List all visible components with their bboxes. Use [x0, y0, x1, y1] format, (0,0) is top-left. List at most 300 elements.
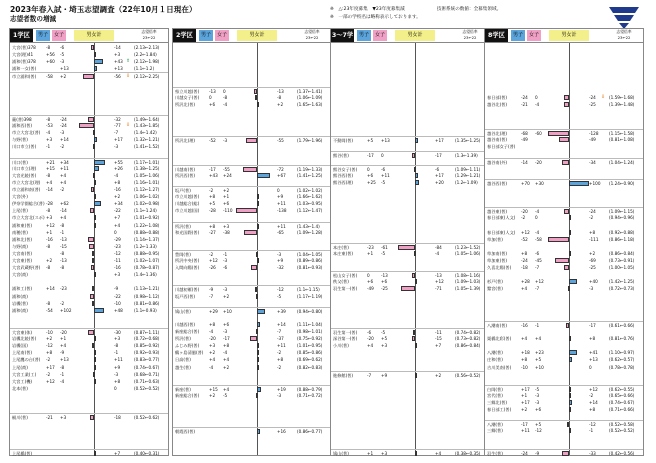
change-bar: [256, 329, 258, 334]
rate-header: [453, 29, 487, 42]
school-name: 杉戸(普): [487, 279, 503, 285]
school-row: [10, 165, 168, 172]
school-row: [173, 129, 331, 136]
total-change: -2: [589, 392, 594, 398]
ratio: (1.13←1.21): [134, 286, 160, 292]
ratio: (1.02←0.98): [134, 201, 160, 207]
total-change: +7: [114, 450, 121, 456]
school-name: 越谷北(普): [487, 101, 508, 107]
school-row: [331, 58, 489, 65]
school-row: [173, 300, 331, 307]
school-row: [10, 378, 168, 385]
note-2: ※ 一部の学校名は略称表示しております。: [330, 15, 421, 20]
boy-change: +15: [209, 386, 218, 392]
total-change: -3: [589, 286, 594, 292]
ratio: (1.10←0.97): [609, 350, 635, 356]
girl-change: -4: [535, 229, 540, 235]
ratio: (0.71←0.72): [297, 392, 323, 398]
school-name: 上尾橋(普): [12, 450, 33, 456]
school-row: [485, 214, 643, 221]
total-change: -7: [277, 329, 282, 334]
ratio: (1.19←1.33): [297, 166, 323, 172]
school-name: 市立浦和(普): [12, 74, 37, 80]
girl-change: -8: [60, 265, 65, 271]
district-column: [330, 28, 490, 456]
change-bar: [92, 251, 94, 256]
school-row: [331, 207, 489, 214]
ratio: (1.03←0.95): [297, 201, 323, 207]
ratio: (1.16←1.01): [134, 179, 160, 185]
boy-change: -52: [521, 236, 528, 242]
total-change: -55: [277, 138, 284, 144]
school-row: [173, 356, 331, 363]
ratio: (0.85←0.92): [134, 343, 160, 349]
school-row: [10, 385, 168, 392]
ratio: (1.05←1.39): [455, 286, 481, 292]
school-name: 春日部東(人文): [487, 215, 516, 221]
ratio: (0.73←0.82): [455, 336, 481, 342]
total-change: -29: [114, 236, 121, 242]
school-row: [173, 449, 331, 456]
school-name: 大宮(普)378: [12, 45, 36, 50]
ratio: (1.66←1.62): [297, 194, 323, 200]
boy-change: -24: [521, 450, 528, 456]
ratio: (1.39←1.48): [609, 101, 635, 107]
total-change: +8: [114, 378, 121, 384]
school-row: [10, 243, 168, 250]
school-name: 久喜北陽(普): [487, 265, 512, 271]
school-row: [10, 122, 168, 129]
ratio: (1.14←1.37): [134, 236, 160, 242]
ratio: (0.81←0.86): [134, 300, 160, 306]
school-name: 羽生(普): [487, 450, 503, 456]
school-name: 川越初雁(普): [175, 287, 200, 293]
school-row: [485, 399, 643, 406]
school-row: [485, 335, 643, 342]
ratio: (0.89←0.86): [297, 258, 323, 263]
school-row: [10, 285, 168, 292]
school-row: [331, 413, 489, 420]
ratio: (1.01←0.92): [134, 215, 160, 221]
total-change: -2: [589, 215, 594, 221]
total-change: +40: [589, 279, 598, 285]
ratio: (1.02←1.02): [297, 188, 323, 193]
boy-change: +21: [46, 159, 55, 165]
school-row: [331, 342, 489, 349]
school-row: [485, 143, 643, 150]
boy-change: +17: [46, 364, 55, 370]
boy-change: +18: [521, 350, 530, 356]
total-change: +43: [114, 59, 123, 65]
school-row: [10, 364, 168, 371]
school-row: [485, 165, 643, 172]
total-change: -2: [277, 364, 282, 370]
school-row: [485, 264, 643, 271]
school-name: 三郷(普): [487, 428, 503, 434]
boy-change: +25: [367, 179, 376, 185]
ratio: (0.52←0.52): [134, 385, 160, 391]
district-name: 8学区: [485, 29, 508, 42]
school-row: [485, 342, 643, 349]
girl-change: -45: [535, 258, 542, 263]
change-bar: [94, 201, 101, 206]
change-bar: [415, 173, 418, 178]
school-row: [331, 172, 489, 179]
legend-total: 男女計: [74, 30, 114, 41]
school-row: [331, 44, 489, 51]
ratio: (0.81←1.08): [609, 137, 635, 143]
total-change: -8: [114, 343, 119, 349]
girl-change: -13: [60, 236, 67, 242]
total-change: -9: [114, 286, 119, 292]
district-column: [9, 28, 169, 456]
school-row: [331, 214, 489, 221]
ratio: (1.12←1.47): [297, 208, 323, 214]
ratio: (0.78←0.78): [609, 364, 635, 370]
school-row: [173, 101, 331, 108]
school-name: 新座総合(普): [175, 392, 200, 398]
total-change: +17: [114, 137, 123, 143]
school-name: 市立川越(国): [175, 208, 200, 214]
school-name: 大宮(理)41: [12, 52, 34, 58]
arrow-up-icon: ⇧: [126, 59, 130, 65]
total-change: -7: [114, 130, 119, 136]
boy-change: -20: [521, 209, 528, 215]
girl-change: +3: [381, 343, 388, 349]
school-row: [173, 293, 331, 300]
school-row: [10, 257, 168, 264]
total-change: +26: [114, 165, 123, 171]
boy-change: +3: [209, 343, 216, 349]
girl-change: -61: [381, 244, 388, 250]
boy-change: +2: [521, 407, 528, 413]
school-row: [10, 200, 168, 207]
change-bar: [92, 301, 94, 306]
change-bar: [91, 265, 94, 270]
boy-change: -49: [367, 286, 374, 292]
girl-change: -2: [60, 300, 65, 306]
boy-change: +8: [209, 321, 216, 327]
girl-change: +4: [60, 215, 67, 221]
school-row: [173, 420, 331, 427]
school-name: 新座(普): [175, 386, 191, 392]
boy-change: -20: [367, 336, 374, 342]
boy-change: +43: [209, 172, 218, 178]
change-bar: [569, 336, 571, 341]
school-name: 浦和(商): [12, 307, 28, 313]
school-row: [331, 143, 489, 150]
school-row: [173, 200, 331, 207]
ratio: (0.72←0.73): [609, 286, 635, 292]
ratio: (1.15←1.58): [609, 131, 635, 137]
change-bar: [569, 400, 572, 405]
school-name: 八潮(普): [487, 350, 503, 356]
ratio: (1.43←1.85): [134, 123, 160, 129]
ratio: (1.79←1.96): [297, 138, 323, 144]
notes: [330, 6, 501, 22]
girl-change: -4: [223, 350, 228, 356]
boy-change: +11: [521, 428, 530, 434]
ratio: (2.2←1.84): [134, 52, 157, 58]
school-row: [485, 250, 643, 257]
girl-change: +10: [223, 308, 232, 314]
girl-change: -5: [381, 250, 386, 256]
change-bar: [415, 451, 417, 456]
ratio: (1.4←1.42): [134, 130, 157, 136]
ratio: (1.09←1.15): [609, 209, 635, 215]
ratio: (0.86←0.84): [609, 250, 635, 256]
total-change: -1: [589, 428, 594, 434]
school-row: [485, 442, 643, 449]
girl-change: +6: [223, 321, 230, 327]
school-name: 浦和(商): [12, 293, 28, 299]
school-name: 大宮南(普): [12, 250, 33, 256]
total-change: +67: [277, 172, 286, 178]
boy-change: -2: [46, 357, 51, 363]
total-change: +8: [277, 357, 284, 363]
school-row: [173, 207, 331, 214]
girl-change: -110: [223, 208, 233, 214]
school-row: [485, 108, 643, 115]
change-bar: [90, 208, 94, 213]
boy-change: -8: [46, 117, 51, 122]
girl-change: +3: [223, 223, 230, 229]
school-name: 春日部工(普): [487, 407, 512, 413]
school-row: [331, 122, 489, 129]
change-bar: [94, 350, 96, 355]
school-row: [173, 243, 331, 250]
total-change: +11: [277, 223, 286, 229]
boy-change: -8: [46, 243, 51, 249]
school-row: [10, 314, 168, 321]
ratio: (0.98←1.12): [134, 293, 160, 299]
total-change: +39: [277, 308, 286, 314]
girl-change: +13: [60, 357, 69, 363]
total-change: -128: [589, 131, 599, 137]
school-row: [173, 151, 331, 158]
school-row: [485, 285, 643, 292]
school-row: [485, 151, 643, 158]
ratio: (0.52←0.58): [609, 422, 635, 428]
total-change: +2: [435, 372, 442, 378]
district-name: 1学区: [10, 29, 33, 42]
rate-label: 志望倍率: [462, 29, 478, 34]
column-header: [331, 29, 489, 52]
total-change: -17: [589, 322, 596, 328]
school-row: [331, 427, 489, 434]
ratio: (1.37←1.41): [297, 88, 323, 94]
school-row: [173, 442, 331, 449]
girl-change: -8: [223, 94, 228, 100]
school-row: [331, 420, 489, 427]
boy-change: -1: [46, 144, 51, 150]
total-change: -25: [589, 101, 596, 107]
school-row: [485, 278, 643, 285]
ratio: (1.06←1.09): [297, 94, 323, 100]
change-bar: [93, 144, 95, 149]
school-row: [331, 435, 489, 442]
boy-change: +2: [209, 350, 216, 356]
total-change: -34: [589, 159, 596, 165]
total-change: +2: [114, 194, 121, 200]
school-row: [173, 236, 331, 243]
school-row: [485, 58, 643, 65]
school-name: 所沢(普): [175, 223, 191, 229]
girl-change: +5: [535, 422, 542, 428]
school-row: [331, 278, 489, 285]
total-change: -17: [435, 152, 442, 158]
change-bar: [91, 187, 94, 192]
girl-change: -5: [223, 392, 228, 398]
boy-change: -7: [209, 293, 214, 299]
boy-change: +5: [209, 201, 216, 207]
district-column: [484, 28, 644, 456]
ratio: (1.1←1.15): [297, 287, 320, 293]
legend-girl: 女子: [215, 30, 229, 41]
total-change: -13: [277, 88, 284, 94]
school-row: [173, 179, 331, 186]
boy-change: +17: [521, 400, 530, 405]
district-name: 3～7学区: [331, 29, 354, 42]
school-row: [485, 65, 643, 72]
boy-change: -12: [46, 343, 53, 349]
ratio: (1.17←1.19): [297, 293, 323, 299]
school-row: [331, 385, 489, 392]
school-row: [485, 172, 643, 179]
rate-years: 23←22: [305, 35, 319, 40]
school-name: 浦和西(普): [12, 123, 33, 129]
boy-change: +8: [46, 350, 53, 356]
total-change: +8: [589, 229, 596, 235]
girl-change: 0: [535, 215, 538, 221]
ratio: (1.2←1.09): [455, 179, 478, 185]
school-name: 岩槻(国): [12, 343, 28, 349]
change-bar: [257, 194, 259, 199]
change-bar: [569, 215, 571, 220]
change-bar: [93, 173, 95, 178]
ratio: (1.1←1.2): [134, 66, 155, 72]
boy-change: -24: [521, 258, 528, 263]
total-change: -25: [589, 265, 596, 271]
school-row: [173, 115, 331, 122]
school-row: [10, 392, 168, 399]
girl-change: 0: [381, 152, 384, 158]
boy-change: +8: [521, 357, 528, 363]
boy-change: +15: [46, 165, 55, 171]
ratio: (1.43←1.4): [297, 223, 320, 229]
change-bar: [91, 45, 94, 50]
school-row: [485, 44, 643, 51]
rate-years: 23←22: [463, 35, 477, 40]
school-name: 春日部女子(普): [487, 144, 516, 150]
girl-change: -2: [60, 187, 65, 192]
girl-change: -3: [60, 59, 65, 65]
ratio: (0.72←0.68): [134, 336, 160, 342]
girl-change: -6: [60, 45, 65, 50]
school-row: [173, 51, 331, 58]
school-row: [485, 392, 643, 399]
total-change: -13: [435, 273, 442, 279]
legend-boy: 男子: [511, 30, 525, 41]
school-name: 深谷第一(普): [333, 336, 358, 342]
boy-change: +4: [521, 336, 528, 342]
school-row: [331, 229, 489, 236]
school-name: 大宮(商): [12, 272, 28, 278]
school-name: 小川(普): [333, 343, 349, 349]
total-change: +8: [589, 407, 596, 413]
total-change: -12: [277, 287, 284, 293]
school-row: [485, 80, 643, 87]
school-name: ふじみ野(普): [175, 343, 200, 349]
school-name: 大宮工(機): [12, 378, 33, 384]
school-row: [10, 349, 168, 356]
girl-change: -20: [60, 330, 67, 335]
school-row: [331, 356, 489, 363]
ratio: (1.2←1.33): [134, 243, 157, 249]
girl-change: +102: [60, 307, 72, 313]
ratio: (0.86←1.18): [609, 236, 635, 242]
school-row: [173, 80, 331, 87]
school-row: [173, 399, 331, 406]
boy-change: -49: [521, 137, 528, 143]
school-row: [331, 285, 489, 292]
total-change: -77: [114, 123, 121, 129]
total-change: -3: [277, 392, 282, 398]
boy-change: -4: [209, 329, 214, 334]
school-row: [173, 65, 331, 72]
total-change: -8: [277, 94, 282, 100]
total-change: -56: [114, 74, 121, 80]
total-change: +13: [114, 66, 123, 72]
column-header: [485, 29, 643, 43]
school-row: [485, 72, 643, 79]
boy-change: +6: [367, 279, 374, 285]
girl-change: -6: [535, 250, 540, 256]
school-row: [485, 307, 643, 314]
school-row: [331, 364, 489, 371]
ratio: (1.05←1.06): [455, 250, 481, 256]
change-bar: [93, 372, 95, 377]
school-name: 日高(普): [175, 357, 191, 363]
school-row: [10, 250, 168, 257]
girl-change: -12: [535, 428, 542, 434]
school-row: [10, 186, 168, 193]
girl-change: -6: [381, 166, 386, 172]
girl-change: -5: [60, 52, 65, 58]
girl-change: -3: [535, 400, 540, 405]
school-name: 大宮光陵(普): [12, 172, 37, 178]
girl-change: -3: [223, 258, 228, 263]
ratio: (1.22←1.08): [134, 222, 160, 228]
school-name: 春日部(普): [487, 94, 508, 100]
school-name: 熊谷西(普): [333, 172, 354, 178]
arrow-down-icon: ⇩: [601, 94, 605, 100]
school-name: 所沢北(理): [175, 138, 196, 144]
boy-change: +12: [521, 229, 530, 235]
change-bar: [569, 350, 577, 355]
ratio: (1.17←1.01): [134, 159, 160, 165]
boy-change: -10: [521, 364, 528, 370]
school-name: 熊谷西(理): [333, 179, 354, 185]
boy-change: -17: [521, 422, 528, 428]
rate-label: 志望倍率: [141, 29, 157, 34]
total-change: +7: [435, 343, 442, 349]
girl-change: +4: [223, 386, 230, 392]
girl-change: +4: [60, 343, 67, 349]
legend-boy: 男子: [199, 30, 213, 41]
school-name: 羽生第一(普): [333, 286, 358, 292]
change-bar: [94, 379, 96, 384]
